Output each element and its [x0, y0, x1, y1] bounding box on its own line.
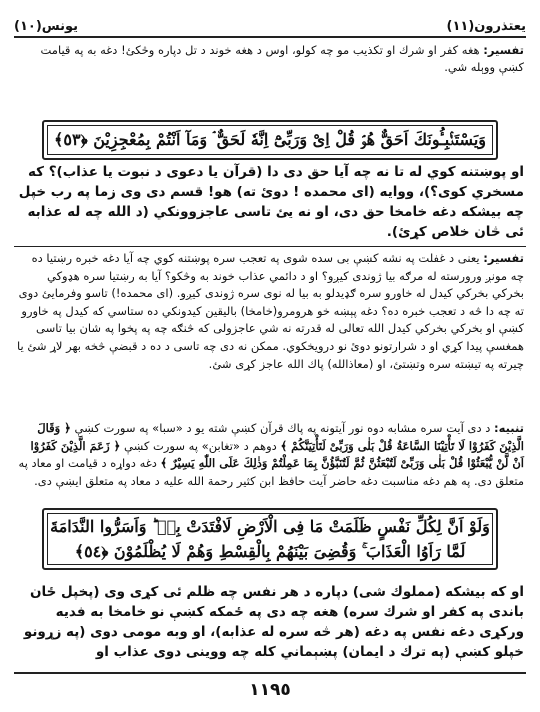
translation-1-text: او پوښتنه كوي له تا نه چه آيا حق دى دا (قرآن يا دعوى د نبوت يا عذاب)؟ كه مسخري كوى؟)، ووايه (اى محمده ! دوئ ته) هو! قسم دى وى زما په رب خپل چه بيشكه دغه خامخا حق دى، او نه يئ تاسى عاجزوونكي (د الله چه له عذابه ئى څان خلاص كړئ).: [18, 164, 524, 240]
tanbih-line-3: دغه دواړه د قيامت او معاد په متعلق دى. په هم دغه مناسبت دغه حاضر آيت حافظ ابن كثير رحمة الله عليه د معاد په متعلق ايښې دى.: [18, 456, 524, 488]
tanbih-quote-taghabun: ﴿ زَعَمَ الَّذِيْنَ كَفَرُوْا اَنْ لَّنْ يُّبْعَثُوْا قُلْ بَلٰى وَرَبِّىْ لَتُبْعَثُنَّ ثُمَّ لَتُنَبَّؤُنَّ بِمَا عَمِلْتُمْ وَذٰلِكَ عَلَى اللّٰهِ يَسِيْرٌ ﴾: [30, 438, 524, 471]
ayah-53-box: [42, 120, 498, 160]
tafsir-paragraph-1: [16, 42, 524, 76]
header-surah-name: يونس(١٠): [14, 19, 79, 34]
tanbih-label: تنبيه:: [494, 421, 524, 435]
tafsir-label: تفسير:: [483, 43, 524, 57]
section-rule: [14, 246, 526, 247]
ayah-54-line-1: وَلَوْ اَنَّ لِكُلِّ نَفْسٍ ظَلَمَتْ مَا فِى الْاَرْضِ لَافْتَدَتْ بِهٖ ؕ وَاَسَرُّوا النَّدَامَةَ: [50, 517, 490, 536]
page-number: ١١٩٥: [249, 680, 291, 700]
tanbih-mid: دوهم د «تغابن» په سورت كښې: [120, 438, 277, 453]
ayah-53-text: وَيَسْتَنْۢبِـُٔونَكَ اَحَقٌّ هُوَۘ قُلْ اِىْ وَرَبِّىْٓ اِنَّهٗ لَحَقٌّ ۘ وَمَآ اَنْتُمْ بِمُعْجِزِيْنَ ﴿٥٣﴾: [54, 130, 486, 149]
ayah-54-box: [42, 508, 498, 570]
translation-1: [16, 162, 524, 242]
tanbih-paragraph: [16, 420, 524, 490]
header-rule: [14, 36, 526, 38]
page-header: [14, 8, 526, 34]
tafsir-text: هغه كفر او شرك او تكذيب مو چه كولو، اوس د هغه خوند د تل دپاره وڅكئ! دغه به په قيامت كښې ووېله شي.: [40, 43, 524, 74]
tafsir-paragraph-2: [16, 250, 524, 373]
footer-rule: [14, 672, 526, 674]
tanbih-quote-saba: ﴿ وَقَالَ الَّذِيْنَ كَفَرُوْا لَا تَأْتِيْنَا السَّاعَةُ قُلْ بَلٰى وَرَبِّىْ لَتَأْتِيَنَّكُمْ ﴾: [37, 421, 524, 453]
quran-tafsir-page: [14, 8, 526, 704]
translation-2: [16, 582, 524, 662]
translation-2-text: او كه بيشكه (مملوك شى) دپاره د هر نفس چه ظلم ئى كړى وى (پخپل ځان باندى په كفر او شرك سره) هغه چه دى په ځمكه كښې نو خامخا به فديه وركړى دغه نفس په دغه (هر څه سره له عذابه)، او وبه مومى دوى (په زړونو خپلو كښې (په ترك د ايمان) پښېماني كله چه ووينى دوى عذاب او: [23, 584, 524, 660]
tafsir-2-text: يعنى د غفلت په نشه كښې بى سده شوى په تعجب سره پوښتنه كوي چه آيا دغه خبره رښتيا ده چه مونږ ورورسته له مرګه بيا ژوندى كيږو؟ او د دائمي عذاب خوند به وڅكو؟ آيا به رښتيا سره هډوكي بخركي بخركي كيدل له خاورو سره ګډيدلو به بيا له نوى سره ژوندى كيږو. (اى محمده!) تاسو وفرمايئ دوى ته چه دا څه د تعجب خبره ده؟ دغه پېښه خو هرومرو(خامخا) باليقين كيدونكي ده ستاسي كه كيدل په خاورو كښې او بخركي بخركي كيدل الله تعالى له قدرته نه شي عاجزولى كه څنګه چه په پخوا په شان بيا تاسى همغسې پيدا كړي او د شرارتونو دوئ نو درويخكوي. ممكن نه دى چه تاسى د ده د قبضې څخه بهر لاړ شئ يا چيرته په تيښته سره وتښتئ، او (معاذالله) پاك الله عاجز كړى شئ.: [16, 251, 524, 371]
header-juz-name: يعتذرون(١١): [446, 19, 526, 34]
tafsir-2-label: تفسير:: [483, 251, 524, 265]
ayah-54-line-2: لَمَّا رَاَوُا الْعَذَابَ ۚ وَقُضِىَ بَيْنَهُمْ بِالْقِسْطِ وَهُمْ لَا يُظْلَمُوْنَ ﴿٥٤﴾: [74, 542, 466, 561]
tanbih-line-1: د دى آيت سره مشابه دوه نور آيتونه په پاك قرآن كښې شته يو د «سبا» په سورت كښې: [74, 421, 495, 435]
